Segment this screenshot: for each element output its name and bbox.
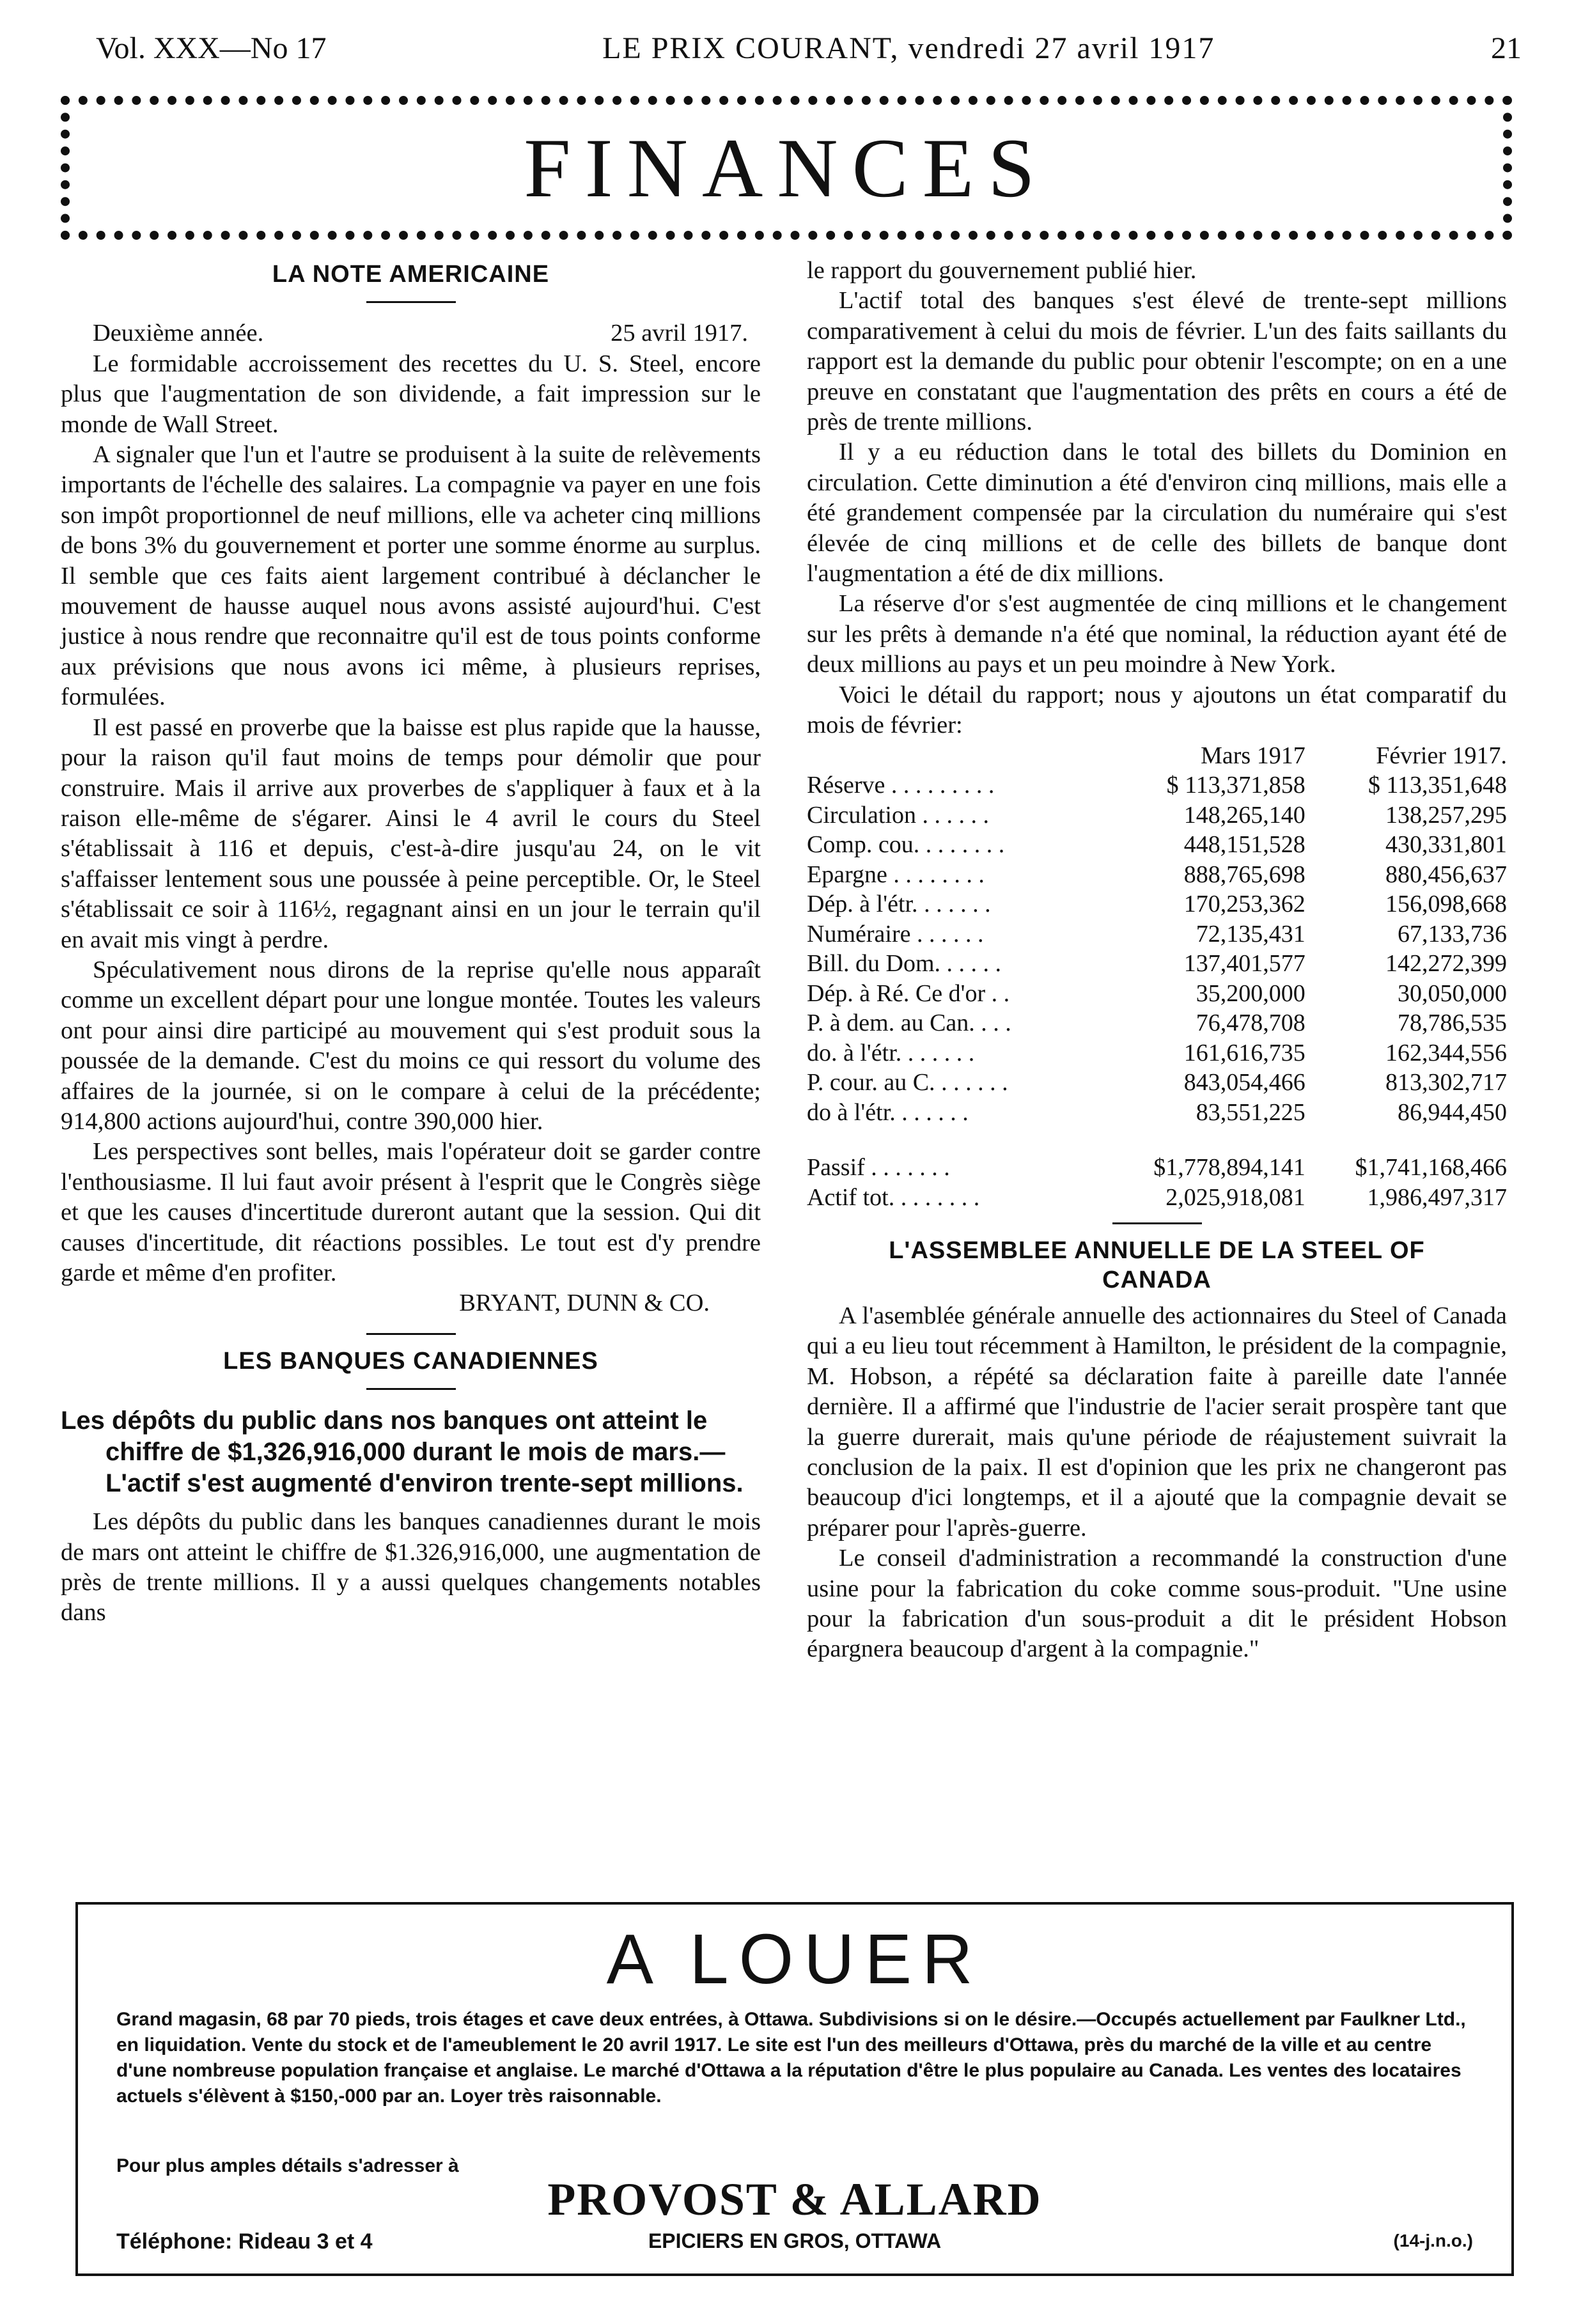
column-header-march: Mars 1917 xyxy=(1201,742,1306,769)
row-label xyxy=(807,919,1078,949)
table-row xyxy=(807,1038,1507,1068)
value-march: 72,135,431 xyxy=(1196,920,1306,948)
section-banner xyxy=(61,96,1512,240)
dot-leader: . . . . . xyxy=(940,950,1002,977)
row-label-text: P. cour. au C. xyxy=(807,1069,935,1096)
table-row xyxy=(807,770,1507,800)
spacer xyxy=(1078,889,1103,919)
paragraph: le rapport du gouvernement publié hier. xyxy=(807,257,1197,284)
value-march: 76,478,708 xyxy=(1196,1010,1306,1036)
value-march: $ 113,371,858 xyxy=(1166,772,1306,799)
paragraph: L'actif total des banques s'est élevé de trente-sept millions comparativement à celui du mois de février. L'un des faits saillants du rapport est la demande du public pour obtenir l'escompte; on en a une preuve en constatant que l'augmentation des prêts en cours a été de près de trente millions. xyxy=(807,287,1507,436)
volume-number: Vol. XXX—No 17 xyxy=(96,31,327,65)
table-gap xyxy=(807,1127,1507,1153)
heading-rule xyxy=(366,301,456,303)
value-february: 67,133,736 xyxy=(1398,920,1507,948)
row-label xyxy=(807,800,1078,831)
spacer xyxy=(1078,770,1103,800)
value-february: 86,944,450 xyxy=(1398,1098,1507,1126)
article-heading-steel: L'ASSEMBLEE ANNUELLE DE LA STEEL OF CANADA xyxy=(889,1237,1425,1293)
ad-contact: Pour plus amples détails s'adresser à xyxy=(116,2155,459,2176)
row-label-text: Epargne xyxy=(807,861,887,888)
table-row xyxy=(807,860,1507,890)
spacer xyxy=(1078,1038,1103,1068)
row-label-text: Circulation xyxy=(807,801,916,829)
value-february: 162,344,556 xyxy=(1385,1039,1507,1066)
running-header xyxy=(96,31,1522,82)
table-row xyxy=(807,1068,1507,1098)
dateline xyxy=(61,318,761,348)
dot-leader: . . xyxy=(985,979,1010,1007)
value-march: 843,054,466 xyxy=(1183,1069,1306,1096)
value-february: 138,257,295 xyxy=(1385,801,1507,829)
article-heading-banques: LES BANQUES CANADIENNES xyxy=(223,1347,598,1375)
spacer xyxy=(1078,979,1103,1009)
advertisement-box xyxy=(75,1902,1514,2276)
dot-leader: . . . . . . . . xyxy=(887,861,985,888)
total-row xyxy=(807,1183,1507,1213)
row-label xyxy=(807,949,1078,979)
column-header-february: Février 1917. xyxy=(1376,742,1507,769)
row-label-text: Actif tot. xyxy=(807,1183,895,1211)
spacer xyxy=(1078,860,1103,890)
dot-leader: . . . . . . xyxy=(910,920,984,948)
publication-title: LE PRIX COURANT, vendredi 27 avril 1917 xyxy=(602,31,1215,65)
section-rule xyxy=(1112,1222,1202,1224)
row-label xyxy=(807,979,1078,1009)
value-march: $1,778,894,141 xyxy=(1153,1154,1306,1181)
ad-phone: Téléphone: Rideau 3 et 4 xyxy=(116,2229,373,2254)
paragraph: La réserve d'or s'est augmentée de cinq millions et le changement sur les prêts à demande n'a été que nominal, la réduction ayant été de deux millions au pays et un peu moindre à New York. xyxy=(807,590,1507,678)
value-march: 137,401,577 xyxy=(1183,950,1306,977)
table-row xyxy=(807,979,1507,1009)
row-label-text: Bill. du Dom. xyxy=(807,950,941,977)
dot-leader: . . . . . . xyxy=(935,1069,1008,1096)
row-label xyxy=(807,889,1078,919)
spacer xyxy=(1078,1098,1103,1128)
value-march: 2,025,918,081 xyxy=(1165,1183,1306,1211)
dot-leader: . . . . . . xyxy=(916,801,989,829)
value-february: 1,986,497,317 xyxy=(1367,1183,1507,1211)
value-march: 161,616,735 xyxy=(1183,1039,1306,1066)
paragraph: Il y a eu réduction dans le total des billets du Dominion en circulation. Cette diminution a été d'environ cinq millions, mais elle a été grandement compensée par la circulation du numéraire qui s'est élevée de cinq millions et de celle des billets de banque dont l'augmentation a été de dix millions. xyxy=(807,439,1507,588)
row-label xyxy=(807,1038,1078,1068)
ad-title: A LOUER xyxy=(606,1920,983,1999)
value-february: 78,786,535 xyxy=(1398,1010,1507,1036)
value-march: 35,200,000 xyxy=(1196,979,1306,1007)
value-february: $ 113,351,648 xyxy=(1368,772,1507,799)
value-february: 430,331,801 xyxy=(1385,831,1507,858)
value-february: $1,741,168,466 xyxy=(1355,1154,1507,1181)
heading-rule xyxy=(366,1388,456,1390)
row-label xyxy=(807,1153,1078,1183)
value-february: 30,050,000 xyxy=(1398,979,1507,1007)
total-row xyxy=(807,1153,1507,1183)
row-label-text: do. à l'étr. xyxy=(807,1039,902,1066)
table-row xyxy=(807,830,1507,860)
spacer xyxy=(1078,1183,1103,1213)
article-subhead: Les dépôts du public dans nos banques ont atteint le chiffre de $1,326,916,000 durant le mois de mars.— L'actif s'est augmenté d'environ trente-sept millions. xyxy=(61,1407,744,1498)
table-row xyxy=(807,949,1507,979)
spacer xyxy=(1078,949,1103,979)
ad-company-subtitle: EPICIERS EN GROS, OTTAWA xyxy=(648,2229,942,2252)
ad-body: Grand magasin, 68 par 70 pieds, trois étages et cave deux entrées, à Ottawa. Subdivisions si on le désire.—Occupés actuellement par Faulkner Ltd., en liquidation. Vente du stock et de l'ameublement le 20 avril 1917. Le site est l'un des meilleurs d'Ottawa, près du marché de la ville et au centre d'une nombreuse population française et anglaise. Le marché d'Ottawa a la réputation d'être le plus populaire au Canada. Les ventes des locataires actuels s'élèvent à $150,-000 par an. Loyer très raisonnable. xyxy=(116,2009,1466,2107)
row-label xyxy=(807,770,1078,800)
signature: BRYANT, DUNN & CO. xyxy=(459,1290,710,1317)
row-label xyxy=(807,1008,1078,1038)
dot-leader: . . . . . . . xyxy=(919,831,1005,858)
row-label-text: Numéraire xyxy=(807,920,911,948)
table-row xyxy=(807,1098,1507,1128)
row-label xyxy=(807,1098,1078,1128)
row-label-text: Comp. cou. xyxy=(807,831,920,858)
paragraph: Les dépôts du public dans les banques canadiennes durant le mois de mars ont atteint le chiffre de $1.326,916,000, une augmentation de près de trente millions. Il y a aussi quelques changements notables dans xyxy=(61,1508,761,1626)
spacer xyxy=(1078,919,1103,949)
bank-statement-table xyxy=(807,741,1507,1213)
table-row xyxy=(807,889,1507,919)
section-title: FINANCES xyxy=(524,121,1049,215)
paragraph: Spéculativement nous dirons de la reprise qu'elle nous apparaît comme un excellent départ pour une longue montée. Toutes les valeurs ont pour ainsi dire participé au mouvement qui s'est produit sous la poussée de la demande. C'est du moins ce qui ressort du volume des affaires de la journée, si on le compare à celui de la précédente; 914,800 actions aujourd'hui, contre 390,000 hier. xyxy=(61,956,761,1135)
dot-leader: . . . . . . . xyxy=(894,1183,980,1211)
dot-leader: . . . . . . . . . xyxy=(885,772,995,799)
paragraph: Il est passé en proverbe que la baisse est plus rapide que la hausse, pour la raison qu'il faut moins de temps pour démolir que pour construire. Mais il arrive aux proverbes de s'appliquer à faux et à la raison elle-même de s'égarer. Ainsi le 4 avril le cours du Steel s'établissait à 116 et depuis, c'est-à-dire jusqu'au 24, on le vit s'affaisser lentement sous une poussée à peine perceptible. Or, le Steel s'établissait ce soir à 116½, regagnant ainsi en un jour le terrain qu'il en avait mis vingt à perdre. xyxy=(61,714,761,953)
paragraph: A l'asemblée générale annuelle des actionnaires du Steel of Canada qui a eu lieu tout récemment à Hamilton, le président de la compagnie, M. Hobson, a répété sa déclaration faite à pareille date l'année dernière. Il a affirmé que l'industrie de l'acier serait prospère tant que la guerre durerait, mais qu'une période de réajustement suivrait la conclusion de la paix. Il est d'opinion que les prix ne changeront pas beaucoup d'ici longtemps, et il a ajouté que la compagnie devait se préparer pour l'après-guerre. xyxy=(807,1302,1507,1541)
table-header-row xyxy=(807,741,1507,771)
row-label-text: P. à dem. au Can. xyxy=(807,1010,975,1036)
table-row xyxy=(807,1008,1507,1038)
article-heading-note: LA NOTE AMERICAINE xyxy=(272,261,550,288)
page-number: 21 xyxy=(1491,31,1522,65)
spacer xyxy=(1078,830,1103,860)
paragraph: Le conseil d'administration a recommandé la construction d'une usine pour la fabrication du coke comme sous-produit. "Une usine pour la fabrication d'un sous-produit a dit le président Hobson épargnera beaucoup d'argent à la compagnie." xyxy=(807,1545,1507,1663)
ad-code: (14-j.n.o.) xyxy=(1393,2231,1473,2250)
dot-leader: . . . . . . . xyxy=(864,1154,950,1181)
dot-leader: . . . . . . xyxy=(895,1098,969,1126)
ad-company-name: PROVOST & ALLARD xyxy=(547,2174,1042,2225)
row-label-text: Passif xyxy=(807,1154,865,1181)
paragraph: Voici le détail du rapport; nous y ajoutons un état comparatif du mois de février: xyxy=(807,681,1507,739)
value-february: 142,272,399 xyxy=(1385,950,1507,977)
spacer xyxy=(1078,1008,1103,1038)
right-column xyxy=(807,256,1507,1665)
dot-leader: . . . . . . xyxy=(917,891,991,917)
value-february: 156,098,668 xyxy=(1385,891,1507,917)
dot-leader: . . . . . . xyxy=(901,1039,975,1066)
paragraph: A signaler que l'un et l'autre se produisent à la suite de relèvements importants de l'échelle des salaires. La compagnie va payer en une fois son impôt proportionnel de neuf millions, elle va acheter cinq millions de bons 3% du gouvernement et porter une somme énorme au surplus. Il semble que ces faits aient largement contribué à déclancher le mouvement de hausse auquel nous avons assisté aujourd'hui. C'est justice à nous rendre que reconnaitre qu'il est de tous points conforme aux prévisions que nous avons ici même, à plusieurs reprises, formulées. xyxy=(61,441,761,711)
dot-leader: . . . xyxy=(974,1010,1011,1036)
section-rule xyxy=(366,1333,456,1335)
value-march: 170,253,362 xyxy=(1183,891,1306,917)
row-label xyxy=(807,1183,1078,1213)
spacer xyxy=(1078,1153,1103,1183)
value-february: 813,302,717 xyxy=(1385,1069,1507,1096)
value-march: 448,151,528 xyxy=(1183,831,1306,858)
paragraph: Les perspectives sont belles, mais l'opérateur doit se garder contre l'enthousiasme. Il lui faut avoir présent à l'esprit que le Congrès siège et que les causes d'incertitude dureront autant que la session. Qui dit causes d'incertitude, dit réactions possibles. Le tout est d'y prendre garde et même d'en profiter. xyxy=(61,1138,761,1286)
row-label-text: Dép. à l'étr. xyxy=(807,891,918,917)
value-march: 83,551,225 xyxy=(1196,1098,1306,1126)
value-march: 148,265,140 xyxy=(1183,801,1306,829)
value-march: 888,765,698 xyxy=(1183,861,1306,888)
row-label xyxy=(807,830,1078,860)
dateline-year: Deuxième année. xyxy=(93,320,264,347)
left-column xyxy=(61,256,761,1628)
spacer xyxy=(1078,800,1103,831)
row-label-text: Réserve xyxy=(807,772,885,799)
table-row xyxy=(807,800,1507,831)
spacer xyxy=(1078,1068,1103,1098)
value-february: 880,456,637 xyxy=(1385,861,1507,888)
dateline-date: 25 avril 1917. xyxy=(611,320,748,347)
row-label-text: Dép. à Ré. Ce d'or xyxy=(807,979,986,1007)
row-label xyxy=(807,860,1078,890)
row-label xyxy=(807,1068,1078,1098)
table-row xyxy=(807,919,1507,949)
paragraph: Le formidable accroissement des recettes du U. S. Steel, encore plus que l'augmentation de son dividende, a fait impression sur le monde de Wall Street. xyxy=(61,350,761,438)
row-label-text: do à l'étr. xyxy=(807,1098,896,1126)
